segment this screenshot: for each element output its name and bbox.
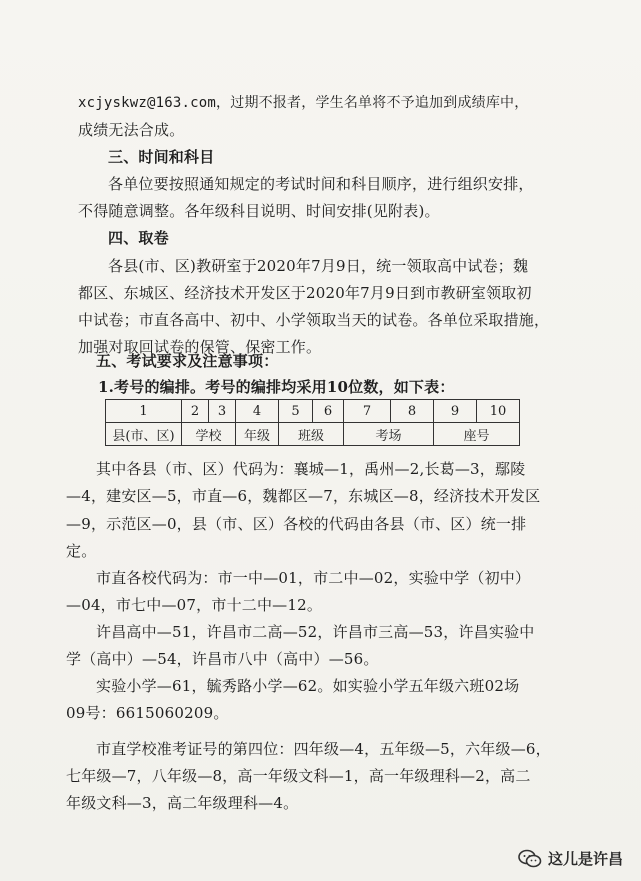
section-heading: 三、时间和科目	[108, 148, 215, 166]
paragraph-line: 许昌高中—51，许昌市二高—52，许昌市三高—53，许昌实验中	[96, 623, 535, 641]
table-cell: 10	[477, 400, 520, 423]
paragraph-line: 七年级—7，八年级—8，高一年级文科—1，高一年级理科—2，高二	[66, 767, 531, 785]
paragraph-line: —9，示范区—0，县（市、区）各校的代码由各县（市、区）统一排	[66, 515, 527, 533]
table-cell: 班级	[279, 423, 344, 446]
table-cell: 座号	[434, 423, 520, 446]
paragraph-line: 年级文科—3，高二年级理科—4。	[66, 794, 299, 812]
paragraph-line: 不得随意调整。各年级科目说明、时间安排(见附表)。	[78, 202, 440, 220]
table-row	[106, 400, 520, 423]
table-cell: 6	[313, 400, 344, 423]
paragraph-line: 中试卷；市直各高中、初中、小学领取当天的试卷。各单位采取措施，	[78, 311, 550, 329]
paragraph-line: 成绩无法合成。	[78, 121, 185, 139]
paragraph-line: 定。	[66, 542, 97, 560]
table-cell: 8	[391, 400, 434, 423]
paragraph-line: 各单位要按照通知规定的考试时间和科目顺序，进行组织安排，	[108, 175, 534, 193]
wechat-icon	[518, 849, 542, 869]
paragraph-line: 实验小学—61，毓秀路小学—62。如实验小学五年级六班02场	[96, 677, 520, 695]
table-cell: 9	[434, 400, 477, 423]
table-cell: 县(市、区)	[106, 423, 182, 446]
paragraph-line: 市直各校代码为：市一中—01，市二中—02，实验中学（初中）	[96, 569, 531, 587]
paragraph-line: —4，建安区—5，市直—6，魏都区—7，东城区—8，经济技术开发区	[66, 487, 541, 505]
account-name: 这儿是许昌	[547, 850, 623, 868]
table-cell: 学校	[182, 423, 236, 446]
paragraph-line: 加强对取回试卷的保管、保密工作。	[78, 338, 322, 356]
paragraph-line: xcjyskwz@163.com，过期不报者，学生名单将不予追加到成绩库中，	[78, 95, 529, 111]
paragraph-line: 市直学校准考证号的第四位：四年级—4，五年级—5，六年级—6，	[96, 740, 551, 758]
table-cell: 1	[106, 400, 182, 423]
paragraph-line: 学（高中）—54，许昌市八中（高中）—56。	[66, 650, 379, 668]
table-cell: 4	[236, 400, 279, 423]
table-cell: 3	[209, 400, 236, 423]
paragraph-line: —04，市七中—07，市十二中—12。	[66, 596, 323, 614]
table-cell: 7	[344, 400, 391, 423]
paragraph-line: 各县(市、区)教研室于2020年7月9日，统一领取高中试卷；魏	[108, 257, 529, 275]
section-heading: 五、考试要求及注意事项：	[96, 352, 279, 370]
table-cell: 5	[279, 400, 313, 423]
table-cell: 2	[182, 400, 209, 423]
exam-number-table	[105, 399, 520, 446]
table-cell: 年级	[236, 423, 279, 446]
subsection-heading: 1.考号的编排。考号的编排均采用10位数，如下表：	[98, 378, 455, 396]
table-row	[106, 423, 520, 446]
paragraph-line: 09号：6615060209。	[66, 704, 229, 722]
section-heading: 四、取卷	[108, 229, 169, 247]
paragraph-line: 其中各县（市、区）代码为：襄城—1，禹州—2,长葛—3，鄢陵	[96, 460, 526, 478]
table-cell: 考场	[344, 423, 434, 446]
paragraph-line: 都区、东城区、经济技术开发区于2020年7月9日到市教研室领取初	[78, 284, 532, 302]
account-watermark	[518, 848, 623, 869]
